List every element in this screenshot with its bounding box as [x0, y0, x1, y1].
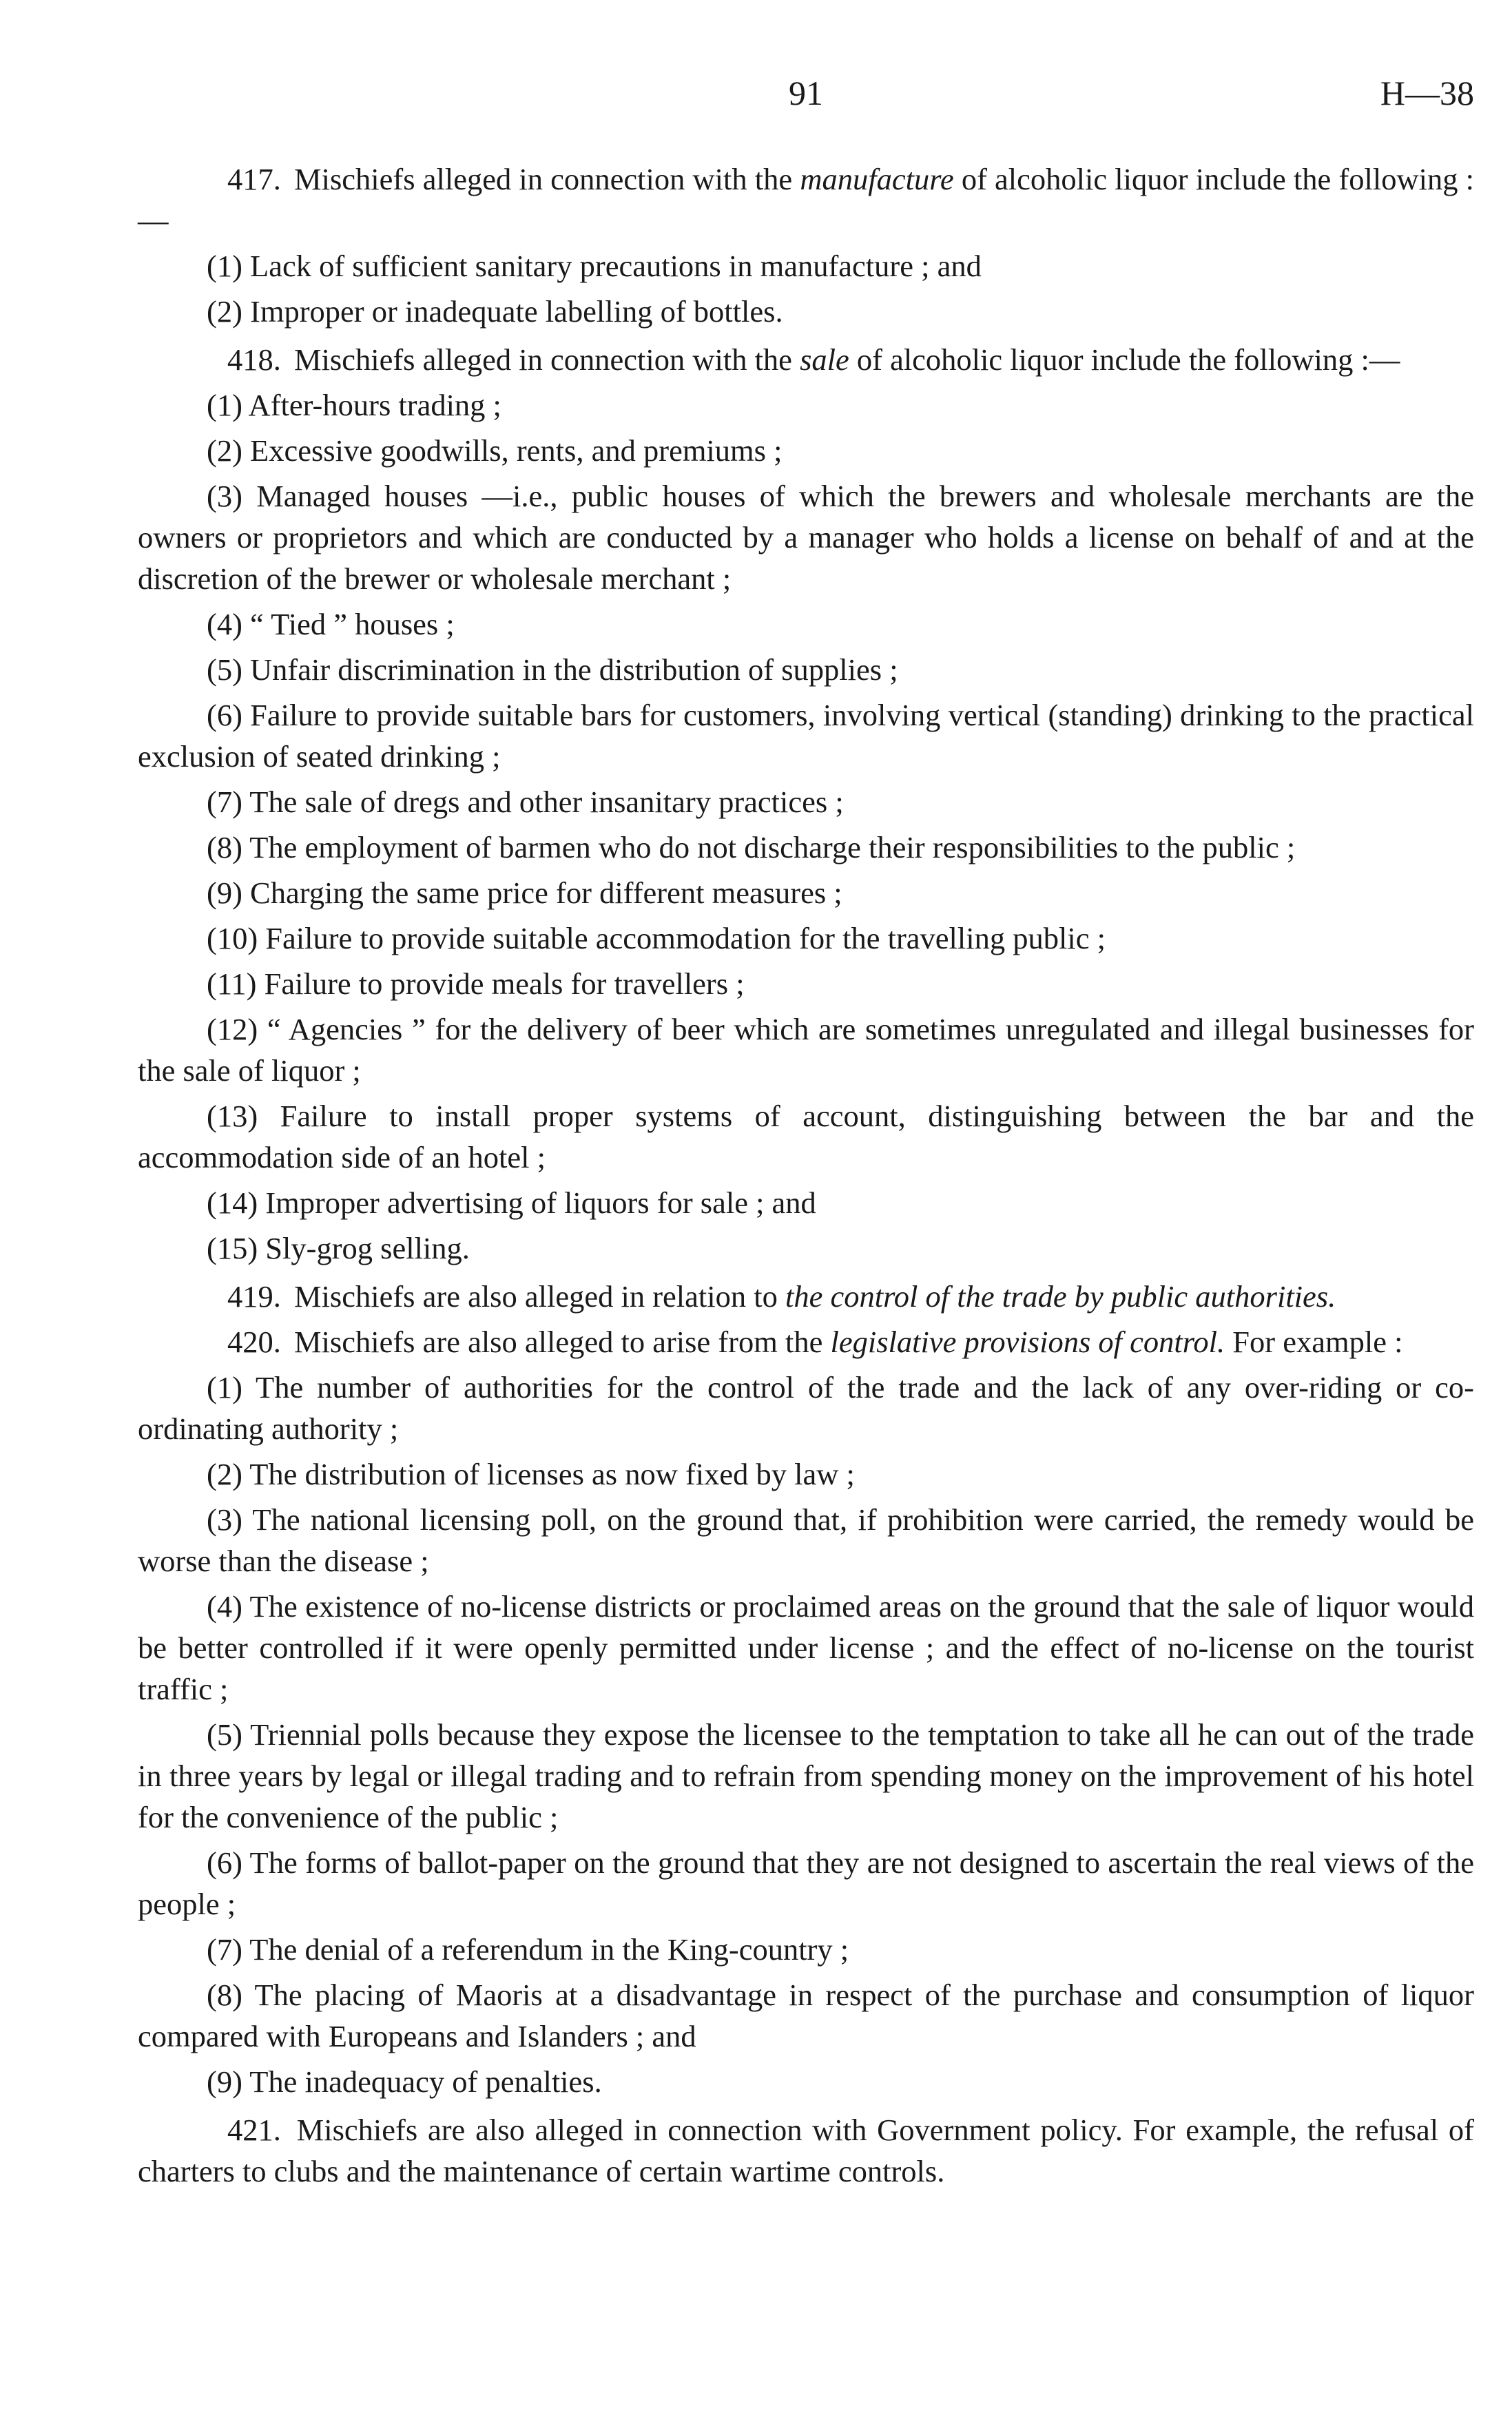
paragraph-number: 420. [227, 1325, 281, 1359]
list-item: (7) The sale of dregs and other insanitary practices ; [207, 785, 844, 819]
paragraph-418 [138, 339, 1474, 380]
list-item: (8) The placing of Maoris at a disadvantage in respect of the purchase and consumption of liquor compared with Europeans and Islanders ; and [138, 1978, 1474, 2053]
paragraph-text: Mischiefs are also alleged in relation to [294, 1279, 778, 1314]
list-item: (3) The national licensing poll, on the ground that, if prohibition were carried, the remedy would be worse than the disease ; [138, 1502, 1474, 1578]
list-item: (14) Improper advertising of liquors for sale ; and [207, 1185, 816, 1220]
list-item: (2) Improper or inadequate labelling of bottles. [207, 294, 783, 329]
paragraph-text: Mischiefs are also alleged in connection with Government policy. For example, the refusal of charters to clubs and the maintenance of certain wartime controls. [138, 2113, 1474, 2188]
list-item: (1) The number of authorities for the control of the trade and the lack of any over-riding or co-ordinating authority ; [138, 1370, 1474, 1446]
paragraph-text: Mischiefs are also alleged to arise from the [294, 1325, 823, 1359]
paragraph-text: Mischiefs alleged in connection with the [294, 342, 792, 377]
list-item: (2) The distribution of licenses as now fixed by law ; [207, 1457, 855, 1491]
list-item: (1) Lack of sufficient sanitary precautions in manufacture ; and [207, 249, 982, 283]
list-item: (15) Sly-grog selling. [207, 1231, 470, 1265]
list-item: (6) Failure to provide suitable bars for customers, involving vertical (standing) drinking to the practical exclusion of seated drinking ; [138, 698, 1474, 774]
paragraph-text-continued: For example : [1232, 1325, 1403, 1359]
list-item: (11) Failure to provide meals for travellers ; [207, 966, 745, 1001]
paragraph-419 [138, 1276, 1474, 1317]
paragraph-text: Mischiefs alleged in connection with the [294, 162, 793, 196]
page-header [138, 69, 1474, 117]
paragraph-emphasis: legislative provisions of control. [830, 1325, 1225, 1359]
list-item: (5) Triennial polls because they expose the licensee to the temptation to take all he can out of the trade in three years by legal or illegal trading and to refrain from spending money on the improvement of his hotel for the convenience of the public ; [138, 1717, 1474, 1834]
list-item: (2) Excessive goodwills, rents, and premiums ; [207, 433, 783, 468]
document-body [138, 158, 1474, 2196]
list-item: (6) The forms of ballot-paper on the ground that they are not designed to ascertain the real views of the people ; [138, 1845, 1474, 1921]
paragraph-text-continued: of alcoholic liquor include the following :— [138, 162, 1475, 238]
paragraph-text-continued: of alcoholic liquor include the following :— [856, 342, 1400, 377]
page-number: 91 [789, 74, 823, 112]
paragraph-number: 417. [227, 162, 281, 196]
list-item: (13) Failure to install proper systems of account, distinguishing between the bar and the accommodation side of an hotel ; [138, 1099, 1474, 1174]
list-item: (4) “ Tied ” houses ; [207, 607, 455, 641]
list-item: (5) Unfair discrimination in the distribution of supplies ; [207, 652, 898, 687]
paragraph-421 [138, 2109, 1474, 2192]
paragraph-emphasis: sale [800, 342, 849, 377]
document-reference: H—38 [1380, 74, 1474, 112]
paragraph-420 [138, 1321, 1474, 1362]
paragraph-number: 418. [227, 342, 281, 377]
list-item: (3) Managed houses —i.e., public houses of which the brewers and wholesale merchants are the owners or proprietors and which are conducted by a manager who holds a license on behalf of and at the discretion of the brewer or wholesale merchant ; [138, 479, 1474, 596]
paragraph-number: 419. [227, 1279, 281, 1314]
paragraph-emphasis: manufacture [800, 162, 954, 196]
list-item: (9) The inadequacy of penalties. [207, 2064, 602, 2099]
list-item: (12) “ Agencies ” for the delivery of beer which are sometimes unregulated and illegal businesses for the sale of liquor ; [138, 1012, 1474, 1088]
list-item: (7) The denial of a referendum in the King-country ; [207, 1932, 849, 1967]
list-item: (9) Charging the same price for different measures ; [207, 875, 842, 910]
paragraph-number: 421. [227, 2113, 281, 2147]
list-item: (4) The existence of no-license districts or proclaimed areas on the ground that the sale of liquor would be better controlled if it were openly permitted under license ; and the effect of no-license on the tourist traffic ; [138, 1589, 1474, 1706]
paragraph-417 [138, 158, 1474, 241]
paragraph-emphasis: the control of the trade by public authorities. [785, 1279, 1336, 1314]
list-item: (10) Failure to provide suitable accommodation for the travelling public ; [207, 921, 1106, 955]
list-item: (8) The employment of barmen who do not discharge their responsibilities to the public ; [207, 830, 1296, 864]
list-item: (1) After-hours trading ; [207, 388, 501, 422]
